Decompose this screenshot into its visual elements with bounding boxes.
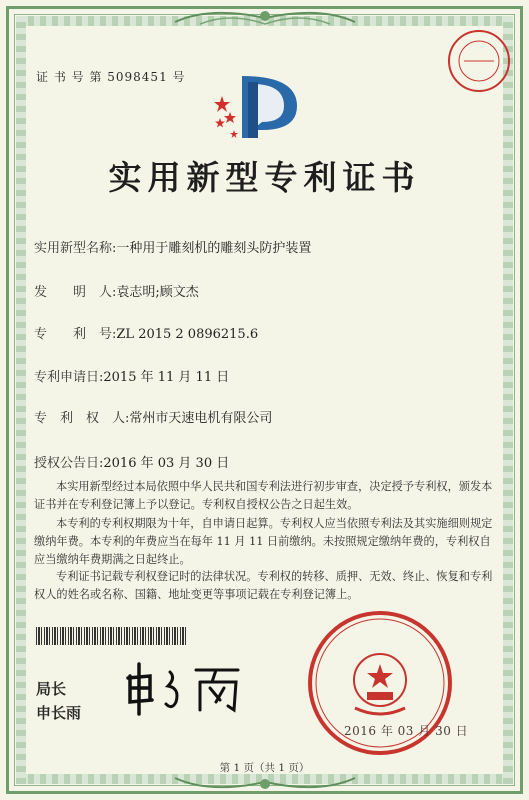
barcode (36, 627, 186, 645)
paragraph-legal-status: 专利证书记载专利权登记时的法律状况。专利权的转移、质押、无效、终止、恢复和专利权人的姓名或名称、国籍、地址变更等事项记载在专利登记簿上。 (34, 570, 493, 601)
field-label: 专 利 权 人: (34, 411, 130, 426)
tax-stamp-icon (446, 28, 512, 94)
field-value: 袁志明;顾文杰 (116, 285, 199, 300)
field-label: 实用新型名称: (34, 241, 117, 256)
field-value: 2016 年 03 月 30 日 (103, 456, 230, 471)
field-announcement-date (34, 452, 229, 471)
field-inventors (34, 281, 199, 300)
field-value: 一种用于雕刻机的雕刻头防护装置 (116, 241, 312, 256)
field-label: 授权公告日: (34, 456, 104, 471)
certificate-title: 实用新型专利证书 (108, 158, 421, 197)
field-label: 发 明 人: (34, 285, 117, 300)
field-utility-model-name (34, 237, 311, 256)
field-value: 常州市天速电机有限公司 (129, 411, 273, 426)
field-value: 2015 年 11 月 11 日 (103, 370, 230, 385)
field-patentee (34, 407, 272, 426)
field-filing-date (34, 366, 229, 385)
field-label: 专利申请日: (34, 370, 104, 385)
patent-office-logo-icon (212, 68, 312, 148)
director-title: 局长 (36, 680, 67, 698)
director-name: 申长雨 (36, 704, 82, 722)
certificate-number: 证 书 号 第 5098451 号 (36, 70, 186, 84)
field-label: 专 利 号: (34, 327, 117, 342)
signature-icon (120, 658, 250, 718)
page-footer: 第 1 页（共 1 页） (219, 762, 310, 774)
top-ornament-icon (170, 4, 360, 30)
seal-date: 2016 年 03 月 30 日 (344, 724, 469, 738)
paragraph-grant: 本实用新型经过本局依照中华人民共和国专利法进行初步审查，决定授予专利权，颁发本证书并在专利登记簿上予以登记。专利权自授权公告之日起生效。 (34, 480, 493, 511)
field-value: ZL 2015 2 0896215.6 (116, 327, 259, 342)
paragraph-term: 本专利的专利权期限为十年，自申请日起算。专利权人应当依照专利法及其实施细则规定缴纳年费。本专利的年费应当在每年 11 月 11 日前缴纳。未按照规定缴纳年费的，专利权自应当缴纳年费期满之日起终止。 (34, 517, 493, 566)
field-patent-number (34, 323, 258, 342)
